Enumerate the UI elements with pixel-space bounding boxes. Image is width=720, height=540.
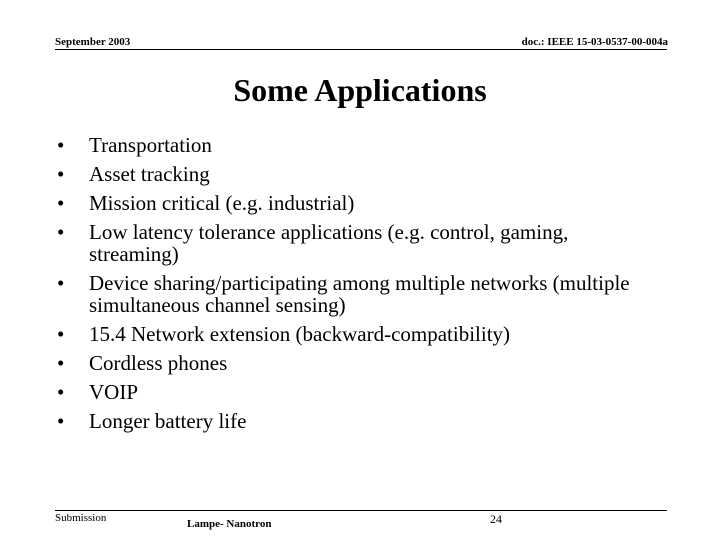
bullet-item [55,272,655,316]
bullet-item [55,381,655,403]
bullet-text: Transportation [89,133,212,157]
footer-divider [55,510,667,511]
header-divider [55,49,667,50]
bullet-text: 15.4 Network extension (backward-compatibility) [89,322,511,346]
bullet-item [55,352,655,374]
bullet-icon: • [57,271,65,295]
header-date: September 2003 [55,36,131,48]
bullet-item [55,410,655,432]
bullet-text: Asset tracking [89,162,210,186]
bullet-text: Low latency tolerance applications (e.g. control, gaming, streaming) [89,220,569,266]
bullet-item [55,134,655,156]
bullet-icon: • [57,191,65,215]
slide-title: Some Applications [233,72,487,108]
bullet-item [55,323,655,345]
bullet-icon: • [57,322,65,346]
header-doc-id: doc.: IEEE 15-03-0537-00-004a [521,36,668,48]
bullet-text: Mission critical (e.g. industrial) [89,191,355,215]
bullet-icon: • [57,380,65,404]
bullet-text: Device sharing/participating among multiple networks (multiple simultaneous channel sensing) [89,271,630,317]
bullet-text: VOIP [89,380,139,404]
bullet-icon: • [57,133,65,157]
bullet-text: Longer battery life [89,409,247,433]
footer-submission: Submission [55,512,107,524]
bullet-text: Cordless phones [89,351,228,375]
bullet-item [55,163,655,185]
bullet-icon: • [57,351,65,375]
page-number: 24 [490,512,502,526]
bullet-icon: • [57,409,65,433]
bullet-list [55,134,655,439]
bullet-item [55,192,655,214]
bullet-item [55,221,655,265]
bullet-icon: • [57,220,65,244]
bullet-icon: • [57,162,65,186]
footer-author: Lampe- Nanotron [187,518,272,530]
